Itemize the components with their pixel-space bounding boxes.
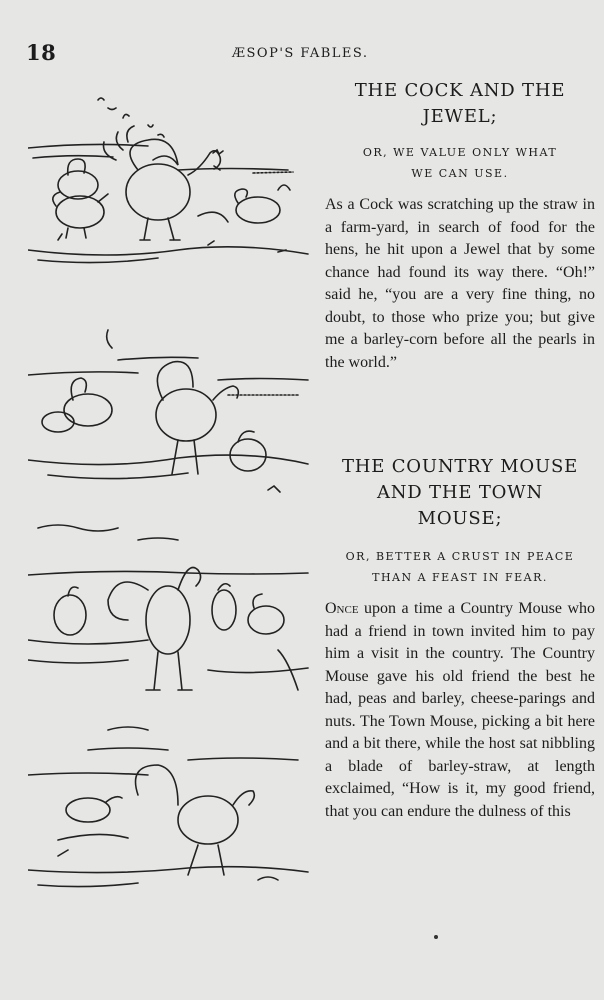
illustration-cock-and-hens-3 bbox=[28, 520, 310, 710]
fable-1-title bbox=[325, 78, 595, 130]
fable-1 bbox=[325, 78, 595, 374]
fable-2-body-text: upon a time a Country Mouse who had a friend in town invited him to pay him a visit in the country. The Country Mouse gave his old friend the best he had, peas and barley, cheese-parings and nuts. The Town Mouse, picking a bit here and a bit there, while the host sat nibbling a blade of barley-straw, at length exclaimed, “How is it, my good friend, that you can endure the dulness of this bbox=[325, 600, 595, 820]
illustration-cock-and-hens-1 bbox=[28, 80, 310, 270]
fable-2-subtitle-line-1: OR, BETTER A CRUST IN PEACE bbox=[345, 550, 575, 563]
fable-2-title bbox=[325, 454, 595, 532]
fable-2-subtitle bbox=[325, 546, 595, 588]
fable-1-body: As a Cock was scratching up the straw in a farm-yard, in search of food for the hens, he hit upon a Jewel that by some chance had found its way there. “Oh!” said he, “you are a very fine thing, no doubt, to those who prize you; but give me a barley-corn before all the pearls in the world.” bbox=[325, 196, 595, 371]
fable-1-subtitle bbox=[325, 142, 595, 184]
fable-2-title-line-1: THE COUNTRY MOUSE bbox=[341, 456, 579, 477]
fable-1-title-line-2: JEWEL; bbox=[422, 106, 498, 127]
fable-2-body-first-word: Once bbox=[325, 600, 359, 617]
illustration-cock-and-hens-4 bbox=[28, 720, 310, 910]
running-head: ÆSOP'S FABLES. bbox=[232, 46, 369, 61]
fable-2-body bbox=[325, 598, 595, 823]
fable-2 bbox=[325, 454, 595, 823]
fable-1-subtitle-line-1: OR, WE VALUE ONLY WHAT bbox=[362, 146, 558, 159]
page-number: 18 bbox=[26, 40, 57, 65]
fable-2-title-line-3: MOUSE; bbox=[417, 508, 503, 529]
fable-2-title-line-2: AND THE TOWN bbox=[376, 482, 544, 503]
illustration-cock-and-hens-2 bbox=[28, 320, 310, 510]
fable-1-title-line-1: THE COCK AND THE bbox=[354, 80, 566, 101]
illustration-column bbox=[20, 80, 310, 910]
fable-2-subtitle-line-2: THAN A FEAST IN FEAR. bbox=[372, 571, 548, 584]
fable-1-subtitle-line-2: WE CAN USE. bbox=[411, 167, 509, 180]
printer-dot bbox=[434, 935, 438, 939]
